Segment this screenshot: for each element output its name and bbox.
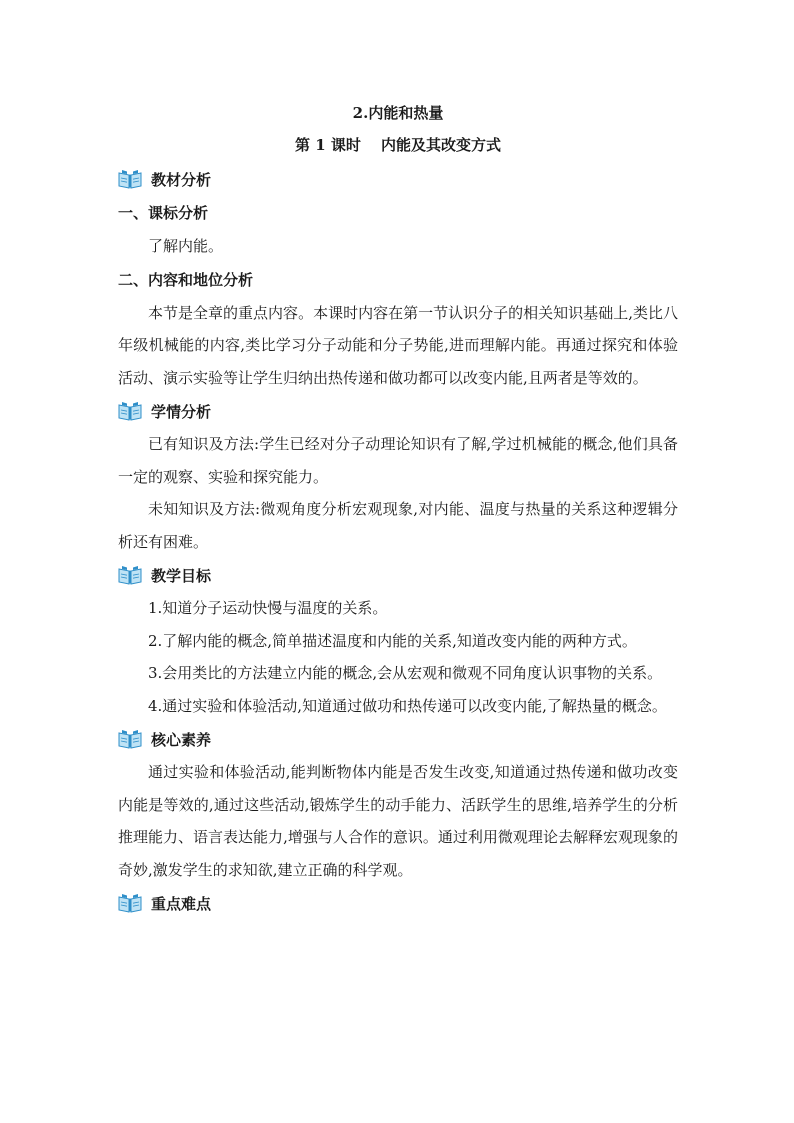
subtitle-lesson: 第 1 课时 [295,136,361,154]
list-item: 3.会用类比的方法建立内能的概念,会从宏观和微观不同角度认识事物的关系。 [148,664,663,682]
section-heading-key-difficulties [118,886,678,920]
section-title: 教材分析 [151,170,212,189]
section-heading-core-literacy [118,722,678,756]
section-heading-teaching-goals [118,558,678,592]
section-title: 学情分析 [151,402,212,421]
open-book-icon [118,402,142,421]
paragraph: 未知知识及方法:微观角度分析宏观现象,对内能、温度与热量的关系这种逻辑分析还有困难。 [118,500,678,551]
paragraph: 通过实验和体验活动,能判断物体内能是否发生改变,知道通过热传递和做功改变内能是等效的,通过这些活动,锻炼学生的动手能力、活跃学生的思维,培养学生的分析推理能力、语言表达能力,增强与人合作的意识。通过利用微观理论去解释宏观现象的奇妙,激发学生的求知欲,建立正确的科学观。 [118,763,678,879]
subheading-content-position: 二、内容和地位分析 [118,270,254,289]
doc-subtitle [118,128,678,162]
section-title: 重点难点 [151,894,212,913]
paragraph: 了解内能。 [148,237,224,255]
open-book-icon [118,566,142,585]
subtitle-topic: 内能及其改变方式 [380,136,501,154]
section-title: 教学目标 [151,566,212,585]
open-book-icon [118,894,142,913]
list-item: 4.通过实验和体验活动,知道通过做功和热传递可以改变内能,了解热量的概念。 [148,696,667,715]
list-item: 2.了解内能的概念,简单描述温度和内能的关系,知道改变内能的两种方式。 [148,631,637,650]
doc-title: 2.内能和热量 [352,104,444,122]
paragraph: 本节是全章的重点内容。本课时内容在第一节认识分子的相关知识基础上,类比八年级机械能的内容,类比学习分子动能和分子势能,进而理解内能。再通过探究和体验活动、演示实验等让学生归纳出热传递和做功都可以改变内能,且两者是等效的。 [118,303,678,387]
subheading-curriculum-analysis: 一、课标分析 [118,204,209,222]
list-item: 1.知道分子运动快慢与温度的关系。 [148,599,388,617]
section-heading-student-analysis [118,394,678,428]
open-book-icon [118,730,142,749]
paragraph: 已有知识及方法:学生已经对分子动理论知识有了解,学过机械能的概念,他们具备一定的观察、实验和探究能力。 [118,435,678,486]
section-heading-textbook-analysis [118,162,678,196]
open-book-icon [118,170,142,189]
document-content [118,98,678,920]
section-title: 核心素养 [151,730,212,749]
